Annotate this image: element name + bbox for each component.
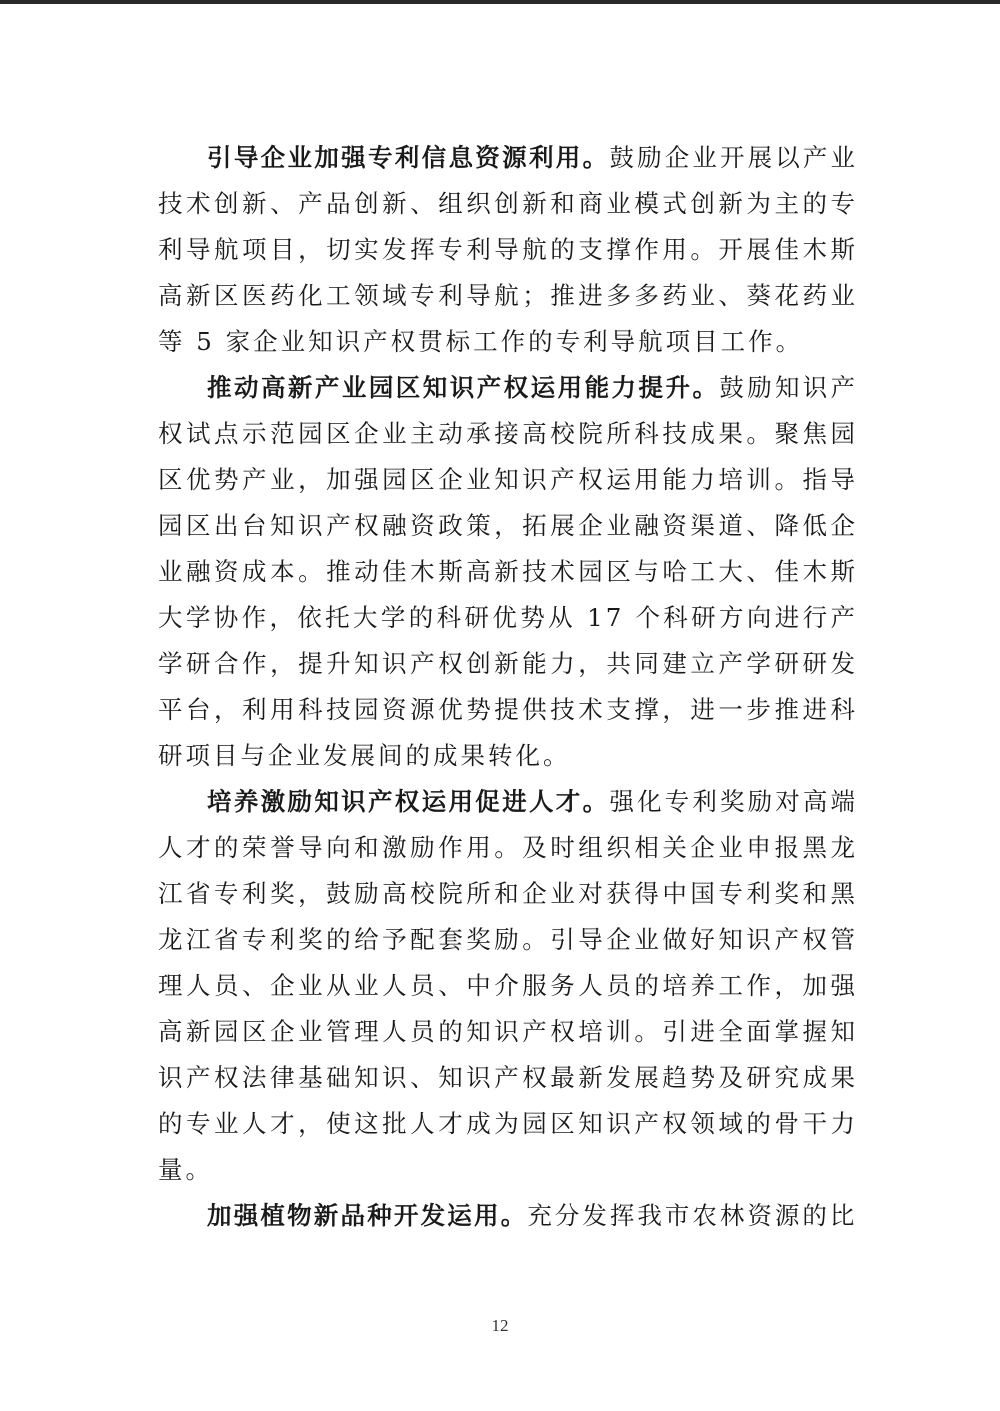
paragraph-text: 鼓励知识产权试点示范园区企业主动承接高校院所科技成果。聚焦园区优势产业，加强园区企业知识产权运用能力培训。指导园区出台知识产权融资政策，拓展企业融资渠道、降低企业融资成本。推动佳木斯高新技术园区与哈工大、佳木斯大学协作，依托大学的科研优势从 17 个科研方向进行产学研合作，提升知识产权创新能力，共同建立产学研研发平台，利用科技园资源优势提供技术支撑，进一步推进科研项目与企业发展间的成果转化。 [158, 373, 858, 770]
paragraph-text: 鼓励企业开展以产业技术创新、产品创新、组织创新和商业模式创新为主的专利导航项目，切实发挥专利导航的支撑作用。开展佳木斯高新区医药化工领域专利导航；推进多多药业、葵花药业等 5 家企业知识产权贯标工作的专利导航项目工作。 [158, 143, 859, 356]
paragraph-text: 强化专利奖励对高端人才的荣誉导向和激励作用。及时组织相关企业申报黑龙江省专利奖，鼓励高校院所和企业对获得中国专利奖和黑龙江省专利奖的给予配套奖励。引导企业做好知识产权管理人员、企业从业人员、中介服务人员的培养工作，加强高新园区企业管理人员的知识产权培训。引进全面掌握知识产权法律基础知识、知识产权最新发展趋势及研究成果的专业人才，使这批人才成为园区知识产权领域的骨干力量。 [158, 787, 859, 1184]
paragraph-heading: 引导企业加强专利信息资源利用。 [207, 143, 610, 172]
paragraph-heading: 加强植物新品种开发运用。 [207, 1201, 528, 1230]
document-body [158, 135, 858, 1239]
paragraph-hightech-park [158, 365, 858, 779]
page-number: 12 [491, 1316, 509, 1335]
paragraph-plant-varieties [158, 1193, 858, 1239]
paragraph-patent-info [158, 135, 858, 365]
paragraph-talent [158, 779, 858, 1193]
paragraph-heading: 培养激励知识产权运用促进人才。 [207, 787, 610, 816]
scan-top-edge [0, 0, 1000, 4]
paragraph-text: 充分发挥我市农林资源的比 [527, 1201, 858, 1230]
paragraph-heading: 推动高新产业园区知识产权运用能力提升。 [207, 373, 720, 402]
